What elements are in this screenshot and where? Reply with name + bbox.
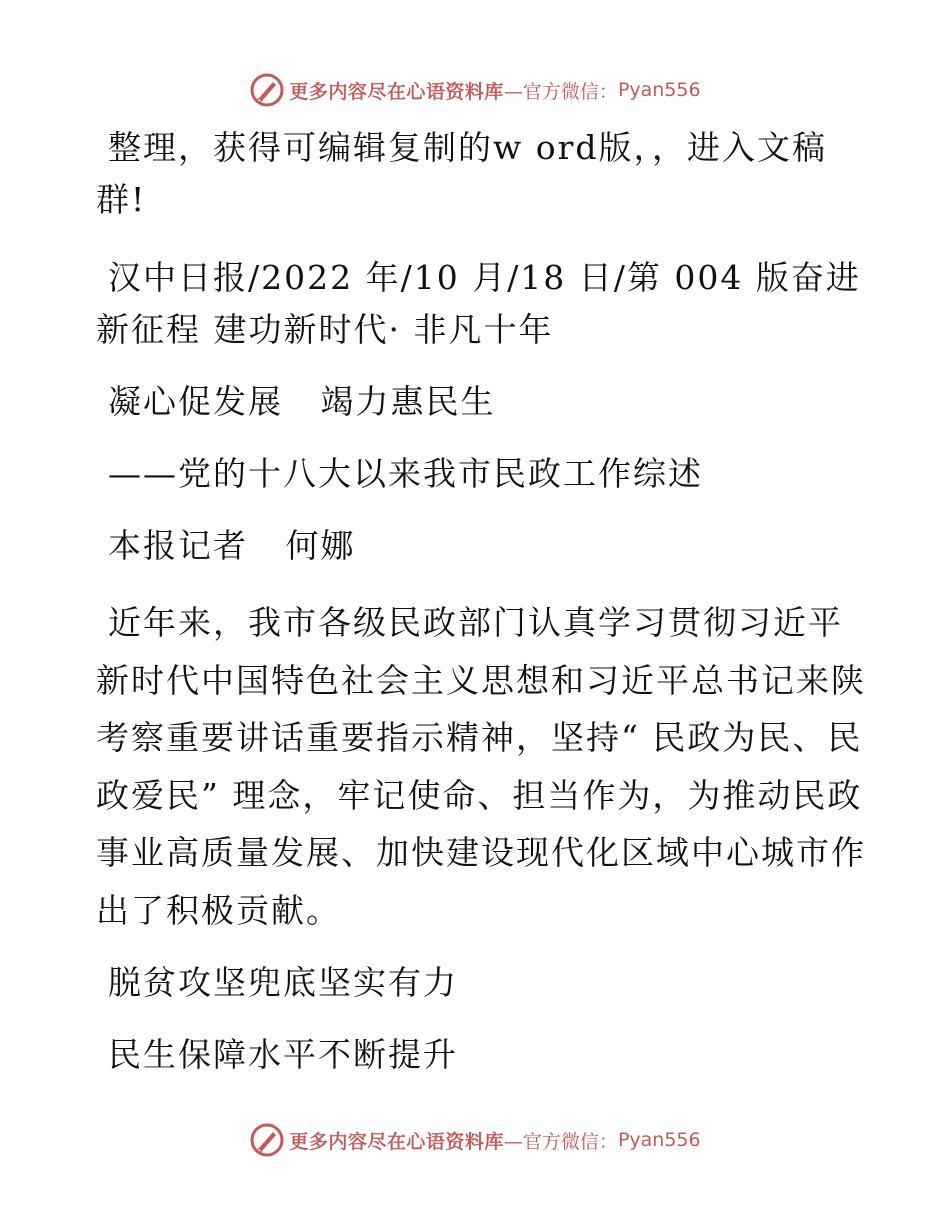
watermark-footer [0, 1118, 950, 1162]
watermark-wechat-id: Pyan556 [617, 1129, 701, 1151]
watermark-brand: 更多内容尽在心语资料库 [289, 1130, 504, 1153]
document-body [96, 118, 866, 1081]
pen-logo-icon [249, 72, 285, 108]
section-heading: 民生保障水平不断提升 [108, 1035, 458, 1074]
watermark-label: —官方微信： [503, 80, 618, 103]
article-title: 凝心促发展 竭力惠民生 [108, 382, 496, 421]
section-heading: 脱贫攻坚兜底坚实有力 [108, 963, 458, 1002]
watermark-wechat-id: Pyan556 [617, 79, 701, 101]
pen-logo-icon [249, 1122, 285, 1158]
source-line: 汉中日报/2022 年/10 月/18 日/第 004 版奋进新征程 建功新时代· 非凡十年 [96, 258, 861, 349]
article-subtitle: ——党的十八大以来我市民政工作综述 [108, 454, 703, 493]
watermark-brand: 更多内容尽在心语资料库 [289, 80, 504, 103]
watermark-label: —官方微信： [503, 1130, 618, 1153]
intro-paragraph: 整理，获得可编辑复制的w ord版，，进入文稿群! [96, 128, 828, 219]
author-line: 本报记者 何娜 [108, 526, 356, 565]
watermark-header [0, 68, 950, 112]
body-paragraph: 近年来，我市各级民政部门认真学习贯彻习近平新时代中国特色社会主义思想和习近平总书记来陕考察重要讲话重要指示精神，坚持“ 民政为民、民政爱民” 理念，牢记使命、担当作为，为推动民政事业高质量发展、加快建设现代化区域中心城市作出了积极贡献。 [96, 603, 866, 930]
